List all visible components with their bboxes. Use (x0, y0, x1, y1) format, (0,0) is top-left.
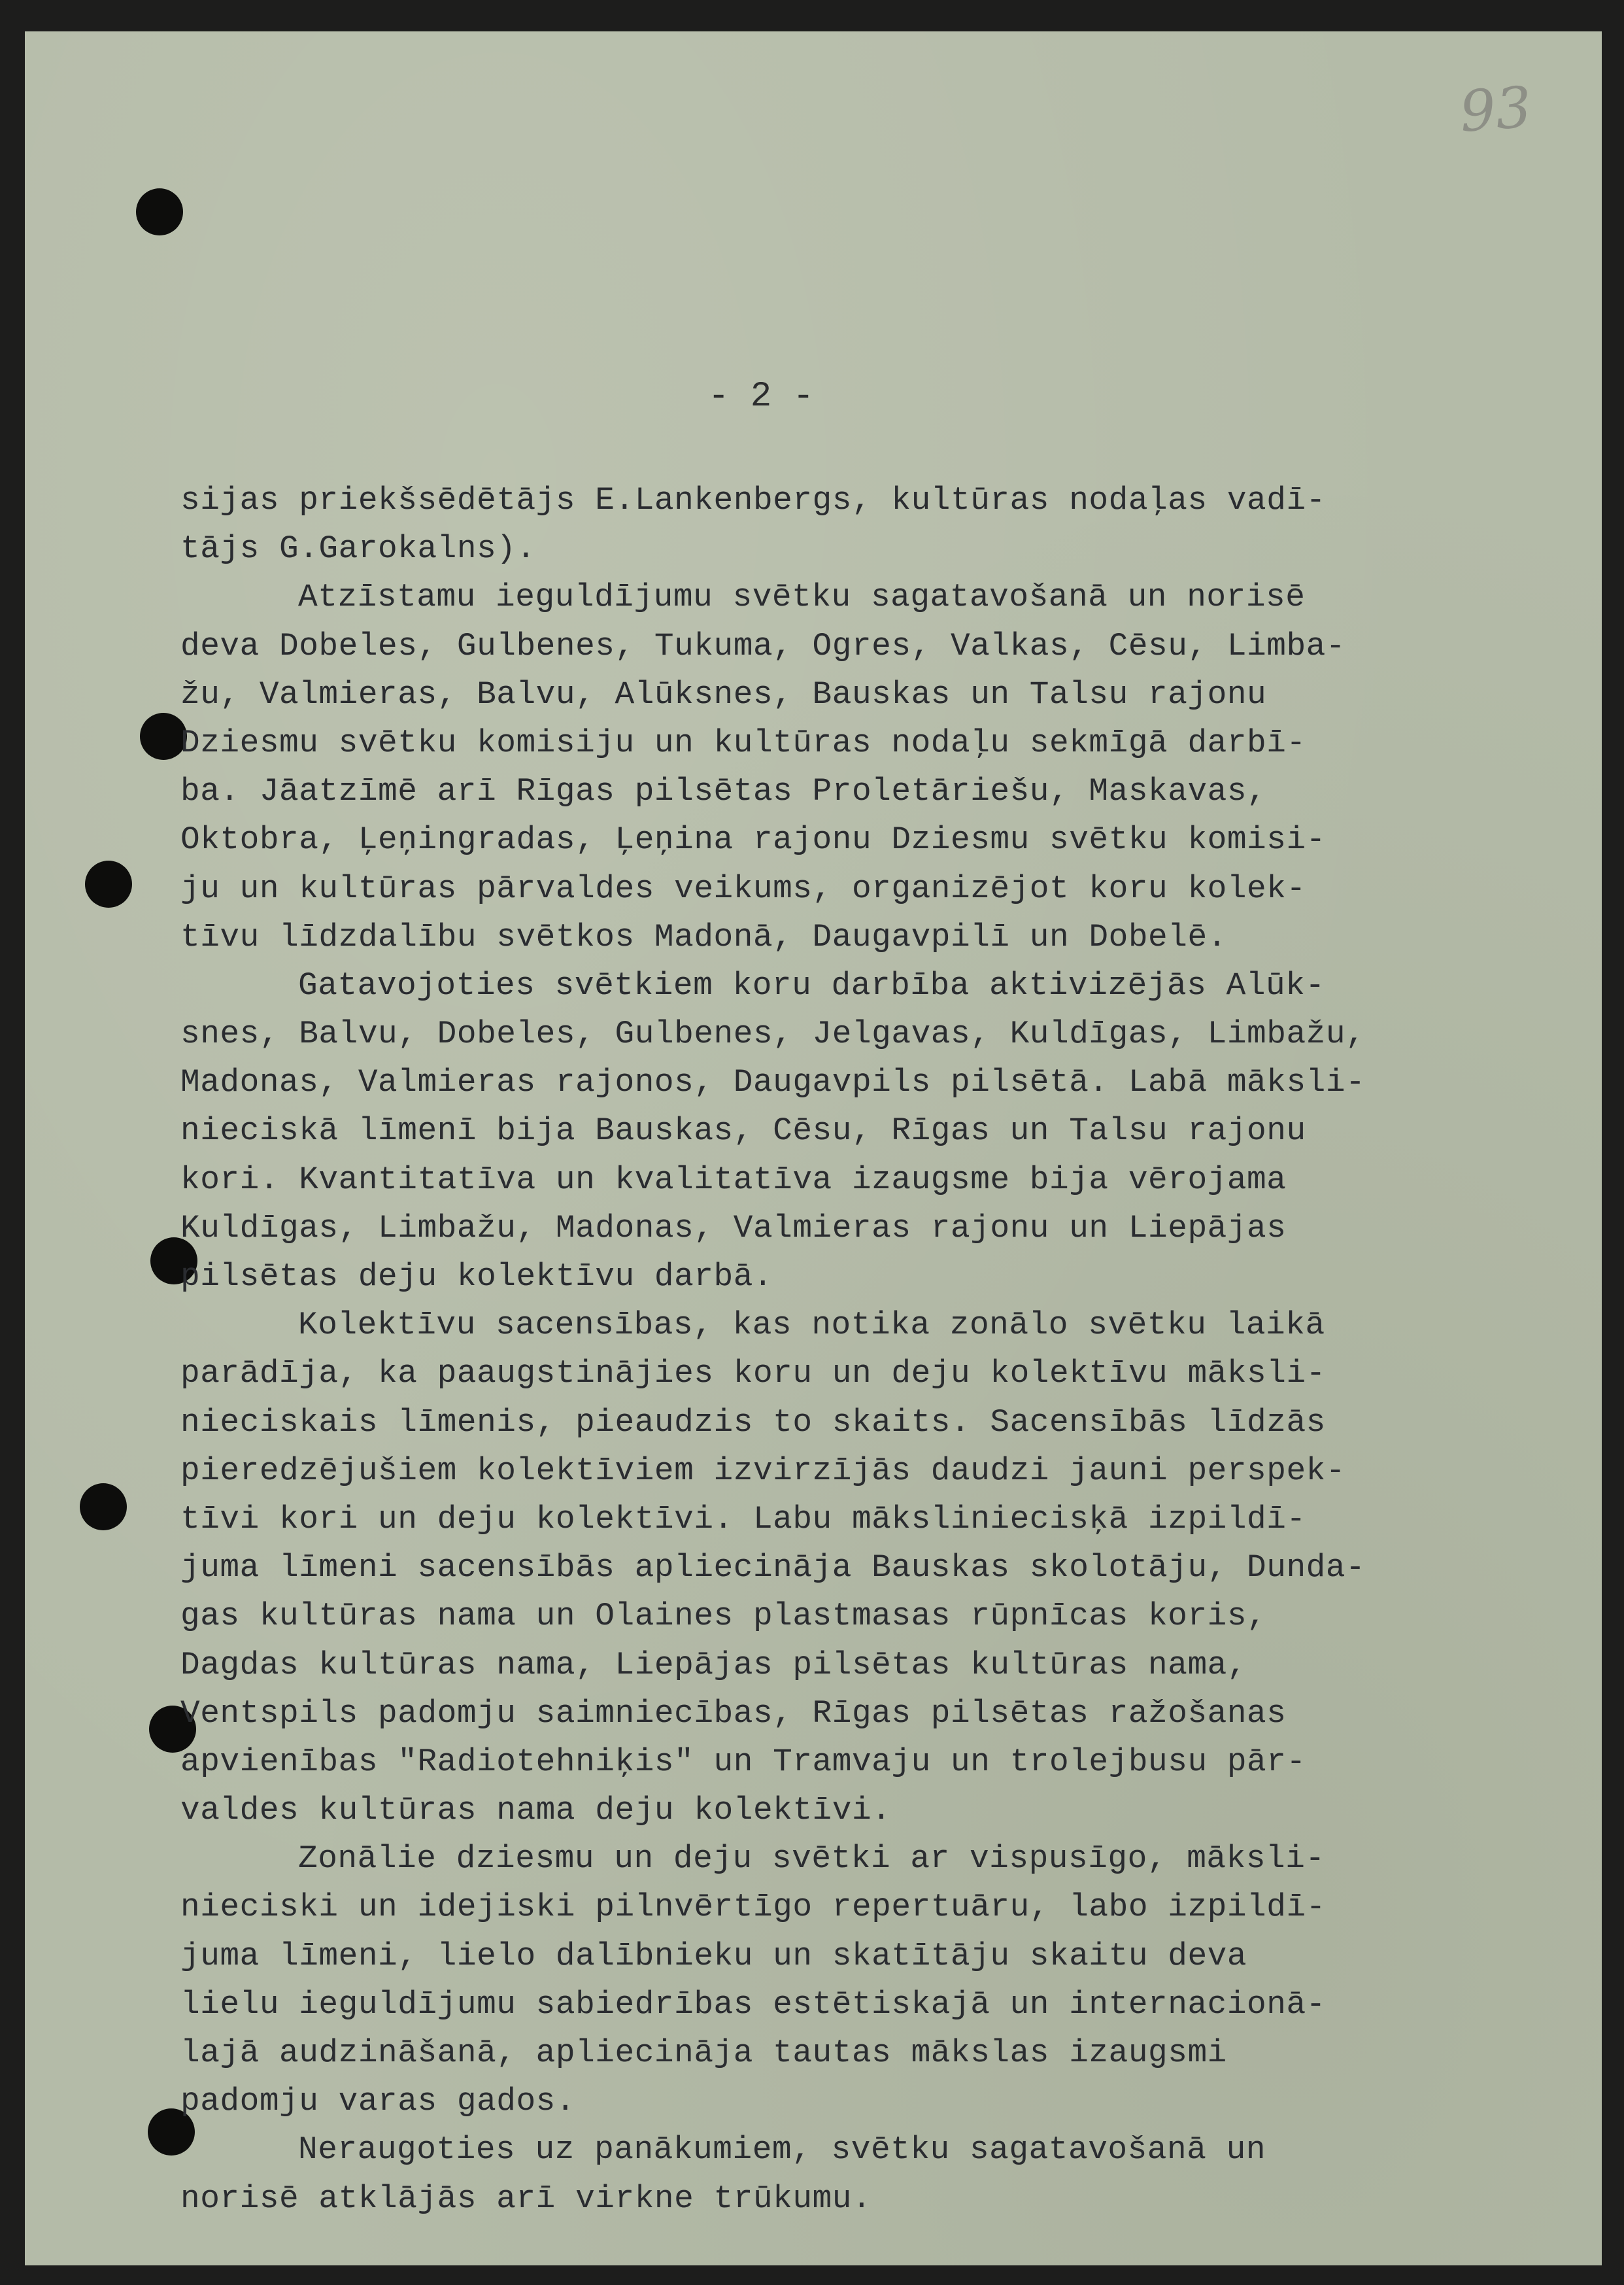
archive-page-mark: 93 (1457, 75, 1534, 145)
text-line: Atzīstamu ieguldījumu svētku sagatavošanā un norisē (298, 579, 1306, 616)
text-line: parādīja, ka paaugstinājies koru un deju kolektīvu māksli- (180, 1355, 1326, 1392)
text-line: apvienības "Radiotehniķis" un Tramvaju un trolejbusu pār- (180, 1743, 1306, 1780)
text-line: Zonālie dziesmu un deju svētki ar vispusīgo, māksli- (298, 1840, 1325, 1878)
document-page (25, 31, 1602, 2265)
text-line: kori. Kvantitatīva un kvalitatīva izaugsme bija vērojama (180, 1161, 1287, 1198)
text-line: Kolektīvu sacensības, kas notika zonālo svētku laikā (298, 1307, 1325, 1344)
document-body-text (180, 476, 1475, 2223)
text-line: Neraugoties uz panākumiem, svētku sagatavošanā un (298, 2131, 1266, 2169)
text-line: norisē atklājās arī virkne trūkumu. (180, 2180, 872, 2217)
text-line: ju un kultūras pārvaldes veikums, organizējot koru kolek- (180, 870, 1306, 907)
text-line: valdes kultūras nama deju kolektīvi. (180, 1792, 892, 1829)
text-line: tīvi kori un deju kolektīvi. Labu māksliniecisķā izpildī- (180, 1500, 1306, 1538)
punch-hole (80, 1483, 127, 1530)
text-line: deva Dobeles, Gulbenes, Tukuma, Ogres, Valkas, Cēsu, Limba- (180, 627, 1346, 664)
text-line: tīvu līdzdalību svētkos Madonā, Daugavpilī un Dobelē. (180, 918, 1227, 955)
punch-hole (85, 861, 132, 908)
text-line: tājs G.Garokalns). (180, 530, 536, 568)
text-line: pieredzējušiem kolektīviem izvirzījās daudzi jauni perspek- (180, 1452, 1346, 1489)
text-line: Kuldīgas, Limbažu, Madonas, Valmieras rajonu un Liepājas (180, 1209, 1287, 1246)
text-line: sijas priekšsēdētājs E.Lankenbergs, kultūras nodaļas vadī- (180, 482, 1326, 519)
text-line: nieciskā līmenī bija Bauskas, Cēsu, Rīgas un Talsu rajonu (180, 1112, 1306, 1150)
punch-hole (136, 188, 183, 235)
text-line: Oktobra, Ļeņingradas, Ļeņina rajonu Dziesmu svētku komisi- (180, 821, 1326, 859)
text-line: Madonas, Valmieras rajonos, Daugavpils pilsētā. Labā māksli- (180, 1064, 1366, 1101)
text-line: snes, Balvu, Dobeles, Gulbenes, Jelgavas, Kuldīgas, Limbažu, (180, 1016, 1366, 1053)
text-line: pilsētas deju kolektīvu darbā. (180, 1258, 773, 1295)
text-line: žu, Valmieras, Balvu, Alūksnes, Bauskas un Talsu rajonu (180, 676, 1267, 713)
page-number: - 2 - (707, 377, 815, 417)
text-line: gas kultūras nama un Olaines plastmasas rūpnīcas koris, (180, 1598, 1267, 1635)
text-line: juma līmeni sacensībās apliecināja Bauskas skolotāju, Dunda- (180, 1549, 1366, 1587)
text-line: padomju varas gados. (180, 2083, 576, 2120)
text-line: Dziesmu svētku komisiju un kultūras nodaļu sekmīgā darbī- (180, 724, 1306, 761)
text-line: nieciskais līmenis, pieaudzis to skaits. Sacensībās līdzās (180, 1403, 1326, 1441)
text-line: Gatavojoties svētkiem koru darbība aktivizējās Alūk- (298, 967, 1325, 1004)
text-line: lajā audzināšanā, apliecināja tautas mākslas izaugsmi (180, 2035, 1227, 2071)
text-line: Dagdas kultūras nama, Liepājas pilsētas kultūras nama, (180, 1646, 1247, 1683)
text-line: lielu ieguldījumu sabiedrības estētiskajā un internacionā- (180, 1985, 1326, 2023)
text-line: nieciski un idejiski pilnvērtīgo repertuāru, labo izpildī- (180, 1889, 1326, 1926)
text-line: Ventspils padomju saimniecības, Rīgas pilsētas ražošanas (180, 1694, 1287, 1732)
text-line: juma līmeni, lielo dalībnieku un skatītāju skaitu deva (180, 1937, 1247, 1974)
text-line: ba. Jāatzīmē arī Rīgas pilsētas Proletāriešu, Maskavas, (180, 773, 1267, 810)
